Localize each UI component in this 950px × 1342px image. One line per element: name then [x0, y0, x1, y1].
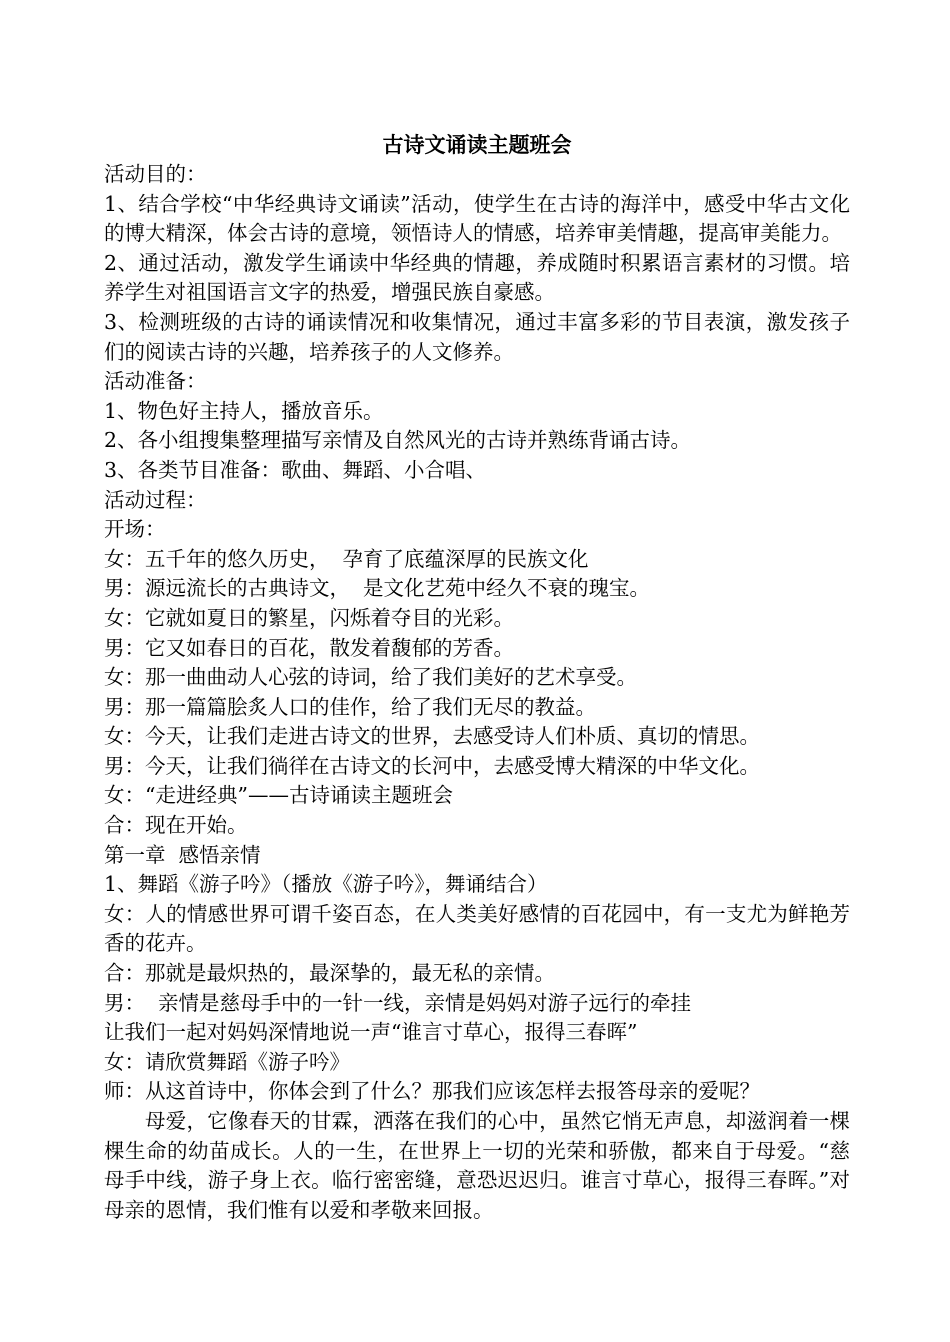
paragraph: 3、各类节目准备：歌曲、舞蹈、小合唱、: [104, 457, 487, 482]
paragraph: 女：五千年的悠久历史， 孕育了底蕴深厚的民族文化: [104, 546, 589, 571]
paragraph: 男：今天，让我们徜徉在古诗文的长河中，去感受博大精深的中华文化。: [104, 753, 760, 778]
paragraph: 2、通过活动，激发学生诵读中华经典的情趣，养成随时积累语言素材的习惯。培养学生对祖国语言文字的热爱，增强民族自豪感。: [104, 250, 850, 305]
paragraph: 师：从这首诗中，你体会到了什么？那我们应该怎样去报答母亲的爱呢？: [104, 1079, 760, 1104]
paragraph: 女：“走进经典”——古诗诵读主题班会: [104, 783, 453, 808]
paragraph: 活动过程：: [104, 487, 207, 512]
paragraph: 男：那一篇篇脍炙人口的佳作，给了我们无尽的教益。: [104, 694, 596, 719]
paragraph: 第一章 感悟亲情: [104, 842, 261, 867]
document-page: [104, 130, 850, 1225]
paragraph: 母爱，它像春天的甘霖，洒落在我们的心中，虽然它悄无声息，却滋润着一棵棵生命的幼苗成长。人的一生，在世界上一切的光荣和骄傲，都来自于母爱。“慈母手中线，游子身上衣。临行密密缝，意恐迟迟归。谁言寸草心，报得三春晖。”对母亲的恩情，我们惟有以爱和孝敬来回报。: [104, 1109, 850, 1222]
paragraph: 2、各小组搜集整理描写亲情及自然风光的古诗并熟练背诵古诗。: [104, 428, 692, 453]
document-title: 古诗文诵读主题班会: [382, 132, 572, 157]
paragraph: 活动准备：: [104, 369, 207, 394]
paragraph: 女：人的情感世界可谓千姿百态，在人类美好感情的百花园中，有一支尤为鲜艳芳香的花卉。: [104, 901, 850, 956]
paragraph: 女：今天，让我们走进古诗文的世界，去感受诗人们朴质、真切的情思。: [104, 724, 760, 749]
paragraph: 1、舞蹈《游子吟》（播放《游子吟》，舞诵结合）: [104, 872, 548, 897]
paragraph: 女：请欣赏舞蹈《游子吟》: [104, 1049, 350, 1074]
paragraph: 女：它就如夏日的繁星，闪烁着夺目的光彩。: [104, 605, 514, 630]
paragraph: 合：那就是最炽热的，最深挚的，最无私的亲情。: [104, 961, 555, 986]
document-body: [104, 160, 850, 1225]
paragraph: 女：那一曲曲动人心弦的诗词，给了我们美好的艺术享受。: [104, 665, 637, 690]
paragraph: 合：现在开始。: [104, 813, 248, 838]
paragraph: 1、物色好主持人，播放音乐。: [104, 398, 384, 423]
paragraph: 活动目的：: [104, 162, 207, 186]
paragraph: 开场：: [104, 517, 166, 542]
paragraph: 3、检测班级的古诗的诵读情况和收集情况，通过丰富多彩的节目表演，激发孩子们的阅读古诗的兴趣，培养孩子的人文修养。: [104, 309, 850, 364]
paragraph: 男：它又如春日的百花，散发着馥郁的芳香。: [104, 635, 514, 660]
paragraph: 1、结合学校“中华经典诗文诵读”活动，使学生在古诗的海洋中，感受中华古文化的博大精深，体会古诗的意境，领悟诗人的情感，培养审美情趣，提高审美能力。: [104, 191, 850, 246]
paragraph: 男： 亲情是慈母手中的一针一线，亲情是妈妈对游子远行的牵挂: [104, 990, 692, 1015]
paragraph: 男：源远流长的古典诗文， 是文化艺苑中经久不衰的瑰宝。: [104, 576, 651, 601]
paragraph: 让我们一起对妈妈深情地说一声“谁言寸草心，报得三春晖”: [104, 1020, 638, 1045]
